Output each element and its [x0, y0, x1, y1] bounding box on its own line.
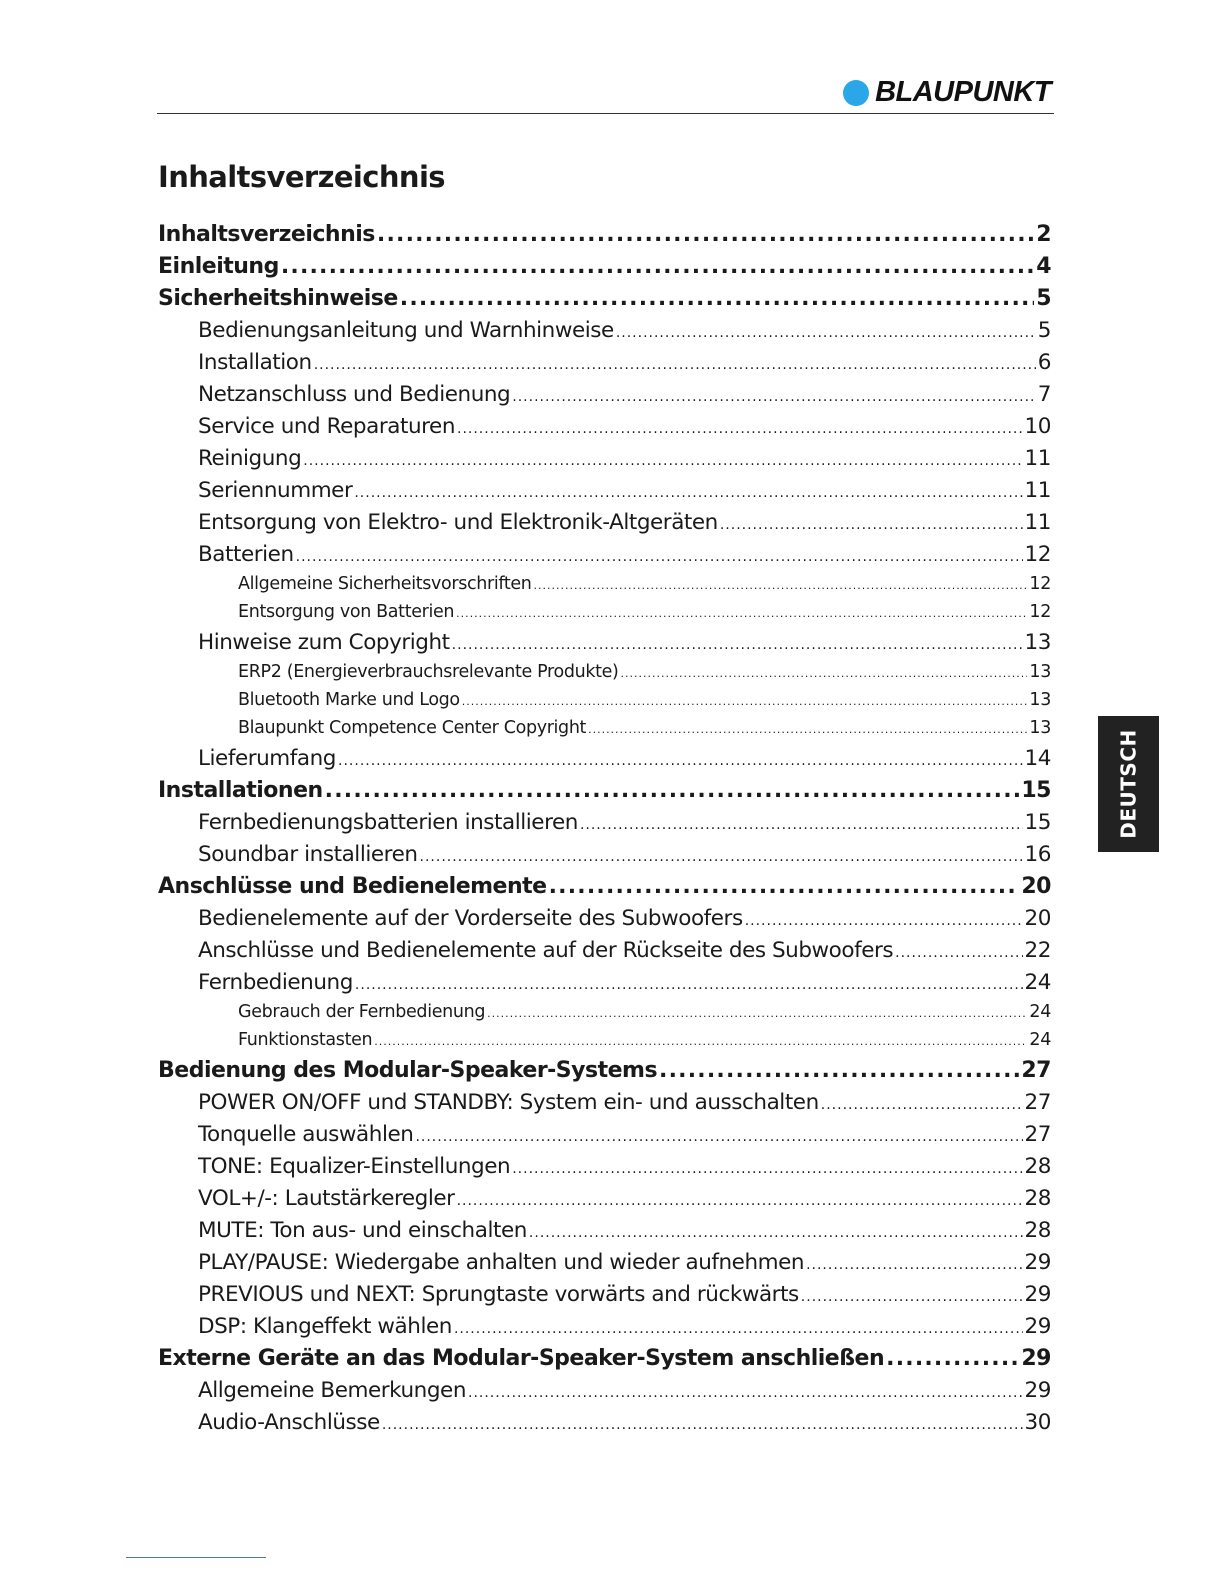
toc-entry-title: Anschlüsse und Bedienelemente auf der Rückseite des Subwoofers	[198, 938, 894, 963]
toc-entry-level-2[interactable]	[158, 542, 1051, 574]
toc-entry-page: 24	[1029, 1030, 1051, 1050]
toc-entry-level-2[interactable]	[158, 630, 1051, 662]
toc-entry-page: 28	[1024, 1154, 1051, 1179]
toc-entry-level-2[interactable]	[158, 1314, 1051, 1346]
toc-dot-leader	[355, 977, 1023, 993]
toc-entry-level-2[interactable]	[158, 1250, 1051, 1282]
toc-dot-leader	[303, 453, 1022, 469]
toc-entry-level-1[interactable]	[158, 1346, 1051, 1378]
toc-entry-title: Sicherheitshinweise	[158, 286, 398, 311]
toc-dot-leader	[588, 723, 1027, 736]
toc-entry-level-2[interactable]	[158, 382, 1051, 414]
toc-dot-leader	[895, 945, 1022, 961]
toc-entry-page: 24	[1024, 970, 1051, 995]
toc-dot-leader	[457, 1193, 1023, 1209]
toc-entry-level-3[interactable]	[158, 574, 1051, 602]
toc-entry-page: 29	[1024, 1282, 1051, 1307]
toc-dot-leader	[487, 1007, 1027, 1020]
toc-entry-title: Fernbedienungsbatterien installieren	[198, 810, 578, 835]
toc-dot-leader	[400, 286, 1034, 311]
toc-entry-title: PLAY/PAUSE: Wiedergabe anhalten und wieder aufnehmen	[198, 1250, 805, 1275]
toc-entry-page: 28	[1024, 1218, 1051, 1243]
toc-dot-leader	[281, 254, 1034, 279]
toc-entry-title: Fernbedienung	[198, 970, 353, 995]
toc-entry-level-3[interactable]	[158, 662, 1051, 690]
toc-entry-page: 28	[1024, 1186, 1051, 1211]
toc-entry-title: Netzanschluss und Bedienung	[198, 382, 511, 407]
toc-entry-title: Reinigung	[198, 446, 302, 471]
toc-entry-level-2[interactable]	[158, 414, 1051, 446]
toc-entry-page: 27	[1024, 1090, 1051, 1115]
language-tab	[1098, 716, 1159, 852]
toc-entry-level-1[interactable]	[158, 254, 1051, 286]
toc-entry-level-2[interactable]	[158, 970, 1051, 1002]
toc-entry-page: 29	[1024, 1250, 1051, 1275]
toc-entry-title: Funktionstasten	[238, 1030, 373, 1050]
toc-entry-level-2[interactable]	[158, 1154, 1051, 1186]
toc-dot-leader	[420, 849, 1023, 865]
header-divider	[157, 113, 1054, 114]
toc-entry-level-3[interactable]	[158, 1030, 1051, 1058]
toc-entry-page: 29	[1024, 1378, 1051, 1403]
toc-entry-title: Allgemeine Bemerkungen	[198, 1378, 466, 1403]
toc-entry-page: 11	[1024, 510, 1051, 535]
toc-entry-page: 29	[1021, 1346, 1051, 1371]
toc-entry-title: Gebrauch der Fernbedienung	[238, 1002, 486, 1022]
toc-entry-title: Installationen	[158, 778, 323, 803]
toc-entry-title: Bedienung des Modular-Speaker-Systems	[158, 1058, 658, 1083]
toc-entry-level-2[interactable]	[158, 1282, 1051, 1314]
toc-entry-title: Einleitung	[158, 254, 279, 279]
toc-entry-title: Externe Geräte an das Modular-Speaker-System anschließen	[158, 1346, 885, 1371]
toc-entry-page: 20	[1021, 874, 1051, 899]
toc-entry-title: DSP: Klangeffekt wählen	[198, 1314, 452, 1339]
toc-entry-title: Entsorgung von Batterien	[238, 602, 455, 622]
toc-entry-title: TONE: Equalizer-Einstellungen	[198, 1154, 511, 1179]
toc-entry-page: 13	[1029, 690, 1051, 710]
toc-entry-page: 5	[1037, 318, 1051, 343]
toc-entry-level-2[interactable]	[158, 746, 1051, 778]
toc-entry-page: 13	[1029, 718, 1051, 738]
toc-entry-level-1[interactable]	[158, 286, 1051, 318]
toc-entry-title: Entsorgung von Elektro- und Elektronik-Altgeräten	[198, 510, 718, 535]
toc-dot-leader	[456, 607, 1027, 620]
toc-entry-title: Tonquelle auswählen	[198, 1122, 414, 1147]
toc-dot-leader	[549, 874, 1020, 899]
toc-dot-leader	[457, 421, 1023, 437]
toc-entry-page: 12	[1029, 574, 1051, 594]
toc-dot-leader	[296, 549, 1023, 565]
logo-dot-icon	[843, 80, 869, 106]
toc-entry-page: 2	[1036, 222, 1051, 247]
toc-entry-title: Lieferumfang	[198, 746, 337, 771]
toc-entry-level-2[interactable]	[158, 938, 1051, 970]
toc-entry-level-2[interactable]	[158, 1186, 1051, 1218]
toc-entry-page: 10	[1024, 414, 1051, 439]
toc-entry-level-2[interactable]	[158, 318, 1051, 350]
toc-dot-leader	[468, 1385, 1023, 1401]
toc-entry-page: 22	[1024, 938, 1051, 963]
toc-entry-page: 27	[1021, 1058, 1051, 1083]
toc-entry-page: 13	[1024, 630, 1051, 655]
toc-dot-leader	[382, 1417, 1023, 1433]
toc-entry-page: 20	[1024, 906, 1051, 931]
toc-entry-title: Service und Reparaturen	[198, 414, 455, 439]
toc-dot-leader	[659, 1058, 1019, 1083]
toc-entry-title: Soundbar installieren	[198, 842, 418, 867]
toc-entry-level-2[interactable]	[158, 478, 1051, 510]
toc-dot-leader	[720, 517, 1023, 533]
toc-dot-leader	[354, 485, 1022, 501]
toc-entry-level-3[interactable]	[158, 718, 1051, 746]
toc-entry-level-2[interactable]	[158, 1122, 1051, 1154]
toc-dot-leader	[616, 325, 1036, 341]
toc-entry-level-1[interactable]	[158, 874, 1051, 906]
toc-dot-leader	[806, 1257, 1022, 1273]
toc-entry-title: Anschlüsse und Bedienelemente	[158, 874, 547, 899]
table-of-contents	[158, 222, 1051, 1442]
footer-link-underline	[126, 1557, 266, 1558]
toc-dot-leader	[377, 222, 1034, 247]
toc-entry-level-2[interactable]	[158, 510, 1051, 542]
page-title: Inhaltsverzeichnis	[158, 160, 445, 194]
toc-entry-level-1[interactable]	[158, 778, 1051, 810]
toc-entry-level-2[interactable]	[158, 446, 1051, 478]
toc-entry-page: 11	[1024, 446, 1051, 471]
toc-entry-page: 5	[1036, 286, 1051, 311]
toc-entry-title: Seriennummer	[198, 478, 353, 503]
toc-entry-page: 12	[1024, 542, 1051, 567]
toc-entry-title: Hinweise zum Copyright	[198, 630, 450, 655]
toc-entry-level-2[interactable]	[158, 1410, 1051, 1442]
toc-entry-page: 15	[1021, 778, 1051, 803]
brand-logo	[843, 76, 1051, 109]
toc-entry-page: 29	[1024, 1314, 1051, 1339]
toc-entry-page: 14	[1024, 746, 1051, 771]
toc-entry-level-2[interactable]	[158, 1090, 1051, 1122]
toc-entry-level-3[interactable]	[158, 690, 1051, 718]
toc-entry-page: 15	[1024, 810, 1051, 835]
toc-entry-title: PREVIOUS und NEXT: Sprungtaste vorwärts and rückwärts	[198, 1282, 799, 1307]
brand-name: BLAUPUNKT	[875, 76, 1051, 108]
toc-entry-level-1[interactable]	[158, 222, 1051, 254]
toc-entry-title: Bedienelemente auf der Vorderseite des Subwoofers	[198, 906, 743, 931]
toc-entry-page: 13	[1029, 662, 1051, 682]
toc-dot-leader	[534, 579, 1028, 592]
toc-dot-leader	[338, 753, 1023, 769]
toc-entry-level-2[interactable]	[158, 810, 1051, 842]
toc-dot-leader	[314, 357, 1036, 373]
toc-entry-page: 11	[1024, 478, 1051, 503]
toc-dot-leader	[325, 778, 1020, 803]
toc-entry-page: 24	[1029, 1002, 1051, 1022]
toc-entry-title: Bluetooth Marke und Logo	[238, 690, 460, 710]
toc-entry-title: Inhaltsverzeichnis	[158, 222, 375, 247]
toc-entry-title: Allgemeine Sicherheitsvorschriften	[238, 574, 532, 594]
toc-entry-title: Audio-Anschlüsse	[198, 1410, 380, 1435]
toc-dot-leader	[512, 1161, 1022, 1177]
toc-entry-title: ERP2 (Energieverbrauchsrelevante Produkte)	[238, 662, 619, 682]
toc-entry-level-2[interactable]	[158, 842, 1051, 874]
toc-entry-page: 7	[1037, 382, 1051, 407]
toc-entry-title: Bedienungsanleitung und Warnhinweise	[198, 318, 614, 343]
toc-entry-title: Batterien	[198, 542, 294, 567]
toc-dot-leader	[621, 667, 1028, 680]
toc-entry-level-1[interactable]	[158, 1058, 1051, 1090]
toc-entry-level-2[interactable]	[158, 350, 1051, 382]
language-tab-label: DEUTSCH	[1116, 729, 1141, 839]
toc-dot-leader	[452, 637, 1023, 653]
toc-entry-level-2[interactable]	[158, 906, 1051, 938]
toc-entry-page: 12	[1029, 602, 1051, 622]
toc-entry-page: 27	[1024, 1122, 1051, 1147]
toc-entry-page: 30	[1024, 1410, 1051, 1435]
toc-entry-level-3[interactable]	[158, 1002, 1051, 1030]
toc-dot-leader	[529, 1225, 1023, 1241]
toc-entry-page: 6	[1037, 350, 1051, 375]
toc-entry-title: POWER ON/OFF und STANDBY: System ein- und ausschalten	[198, 1090, 819, 1115]
toc-dot-leader	[801, 1289, 1023, 1305]
toc-entry-title: Blaupunkt Competence Center Copyright	[238, 718, 587, 738]
toc-dot-leader	[821, 1097, 1023, 1113]
toc-dot-leader	[886, 1346, 1019, 1371]
toc-entry-level-2[interactable]	[158, 1378, 1051, 1410]
toc-dot-leader	[580, 817, 1023, 833]
toc-dot-leader	[415, 1129, 1022, 1145]
toc-entry-title: Installation	[198, 350, 312, 375]
toc-dot-leader	[374, 1035, 1027, 1048]
toc-entry-title: MUTE: Ton aus- und einschalten	[198, 1218, 527, 1243]
toc-dot-leader	[454, 1321, 1023, 1337]
toc-entry-level-3[interactable]	[158, 602, 1051, 630]
toc-entry-page: 4	[1036, 254, 1051, 279]
toc-dot-leader	[745, 913, 1023, 929]
toc-entry-page: 16	[1024, 842, 1051, 867]
toc-entry-level-2[interactable]	[158, 1218, 1051, 1250]
toc-entry-title: VOL+/-: Lautstärkeregler	[198, 1186, 455, 1211]
toc-dot-leader	[512, 389, 1036, 405]
toc-dot-leader	[462, 695, 1028, 708]
